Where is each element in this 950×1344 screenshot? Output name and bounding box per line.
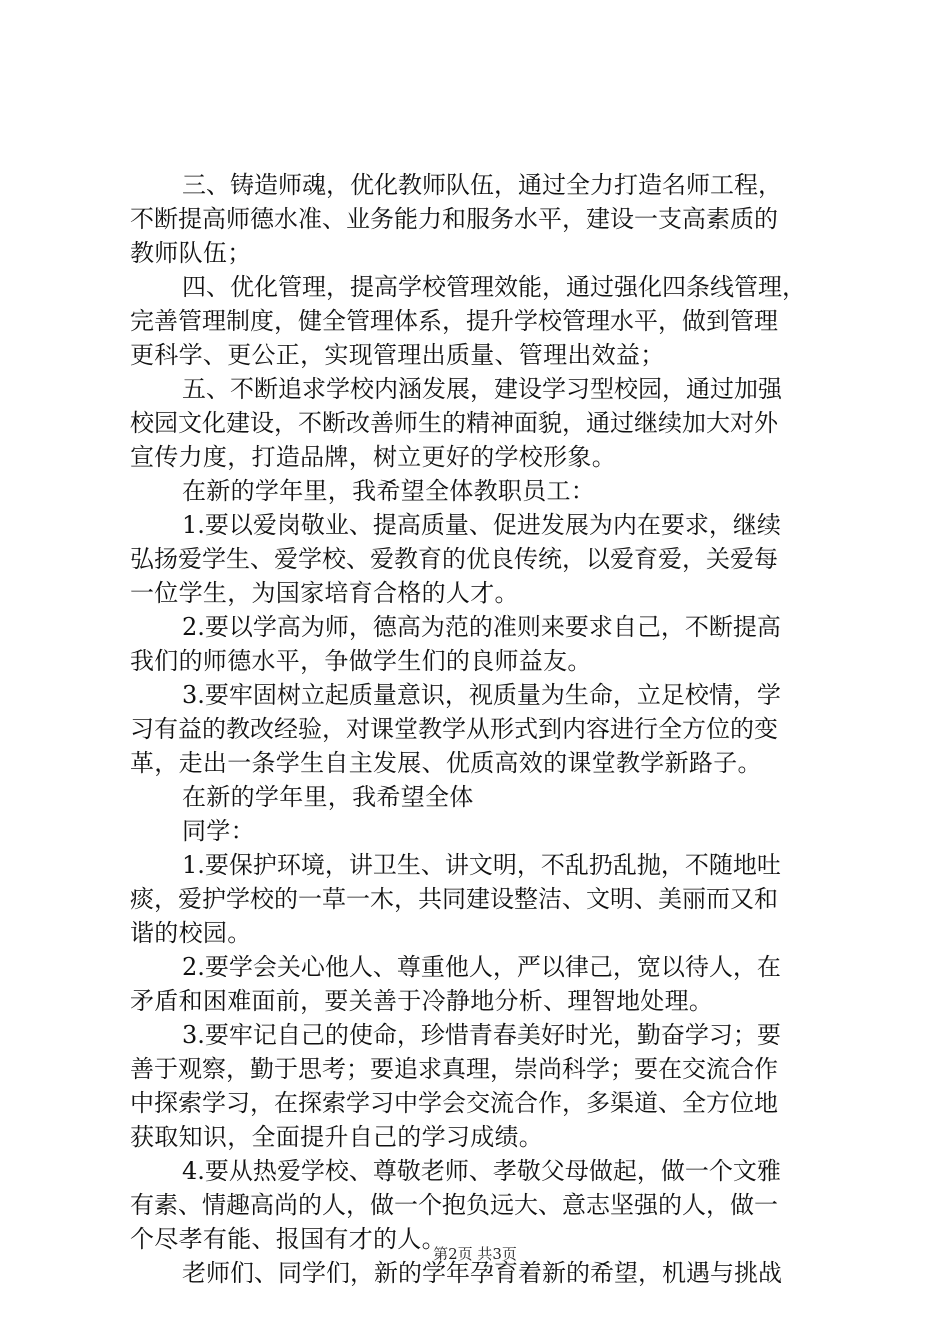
text-line: 更科学、更公正，实现管理出质量、管理出效益； — [130, 341, 665, 369]
text-line: 个尽孝有能、报国有才的人。 — [130, 1225, 446, 1253]
text-line: 老师们、同学们，新的学年孕育着新的希望，机遇与挑战 — [182, 1259, 782, 1287]
text-line: 2.要学会关心他人、尊重他人，严以律己，宽以待人，在 — [182, 953, 781, 981]
text-line: 同学： — [182, 817, 255, 845]
text-line: 在新的学年里，我希望全体 — [182, 783, 474, 811]
text-line: 有素、情趣高尚的人，做一个抱负远大、意志坚强的人，做一 — [130, 1191, 778, 1219]
text-line: 矛盾和困难面前，要关善于冷静地分析、理智地处理。 — [130, 987, 714, 1015]
text-line: 痰，爱护学校的一草一木，共同建设整洁、文明、美丽而又和 — [130, 885, 778, 913]
text-line: 2.要以学高为师，德高为范的准则来要求自己，不断提高 — [182, 613, 781, 641]
text-line: 我们的师德水平，争做学生们的良师益友。 — [130, 647, 592, 675]
text-line: 谐的校园。 — [130, 919, 252, 947]
text-line: 习有益的教改经验，对课堂教学从形式到内容进行全方位的变 — [130, 715, 778, 743]
text-line: 教师队伍； — [130, 239, 252, 267]
text-line: 1.要保护环境，讲卫生、讲文明，不乱扔乱抛，不随地吐 — [182, 851, 781, 879]
text-line: 四、优化管理，提高学校管理效能，通过强化四条线管理， — [182, 273, 806, 301]
text-line: 获取知识，全面提升自己的学习成绩。 — [130, 1123, 544, 1151]
text-line: 一位学生，为国家培育合格的人才。 — [130, 579, 519, 607]
text-line: 五、不断追求学校内涵发展，建设学习型校园，通过加强 — [182, 375, 782, 403]
text-line: 4.要从热爱学校、尊敬老师、孝敬父母做起，做一个文雅 — [182, 1157, 781, 1185]
text-line: 不断提高师德水准、业务能力和服务水平，建设一支高素质的 — [130, 205, 778, 233]
text-line: 宣传力度，打造品牌，树立更好的学校形象。 — [130, 443, 616, 471]
text-line: 在新的学年里，我希望全体教职员工： — [182, 477, 596, 505]
text-line: 3.要牢固树立起质量意识，视质量为生命，立足校情，学 — [182, 681, 781, 709]
text-line: 弘扬爱学生、爱学校、爱教育的优良传统，以爱育爱，关爱每 — [130, 545, 778, 573]
text-line: 校园文化建设，不断改善师生的精神面貌，通过继续加大对外 — [130, 409, 778, 437]
text-line: 中探索学习，在探索学习中学会交流合作，多渠道、全方位地 — [130, 1089, 778, 1117]
page-number: 第2页 共3页 — [433, 1245, 517, 1263]
text-line: 善于观察，勤于思考；要追求真理，崇尚科学；要在交流合作 — [130, 1055, 778, 1083]
text-line: 革，走出一条学生自主发展、优质高效的课堂教学新路子。 — [130, 749, 762, 777]
text-line: 3.要牢记自己的使命，珍惜青春美好时光，勤奋学习；要 — [182, 1021, 781, 1049]
text-line: 三、铸造师魂，优化教师队伍，通过全力打造名师工程， — [182, 171, 782, 199]
text-line: 完善管理制度，健全管理体系，提升学校管理水平，做到管理 — [130, 307, 778, 335]
text-line: 1.要以爱岗敬业、提高质量、促进发展为内在要求，继续 — [182, 511, 781, 539]
page-footer — [0, 1243, 950, 1264]
